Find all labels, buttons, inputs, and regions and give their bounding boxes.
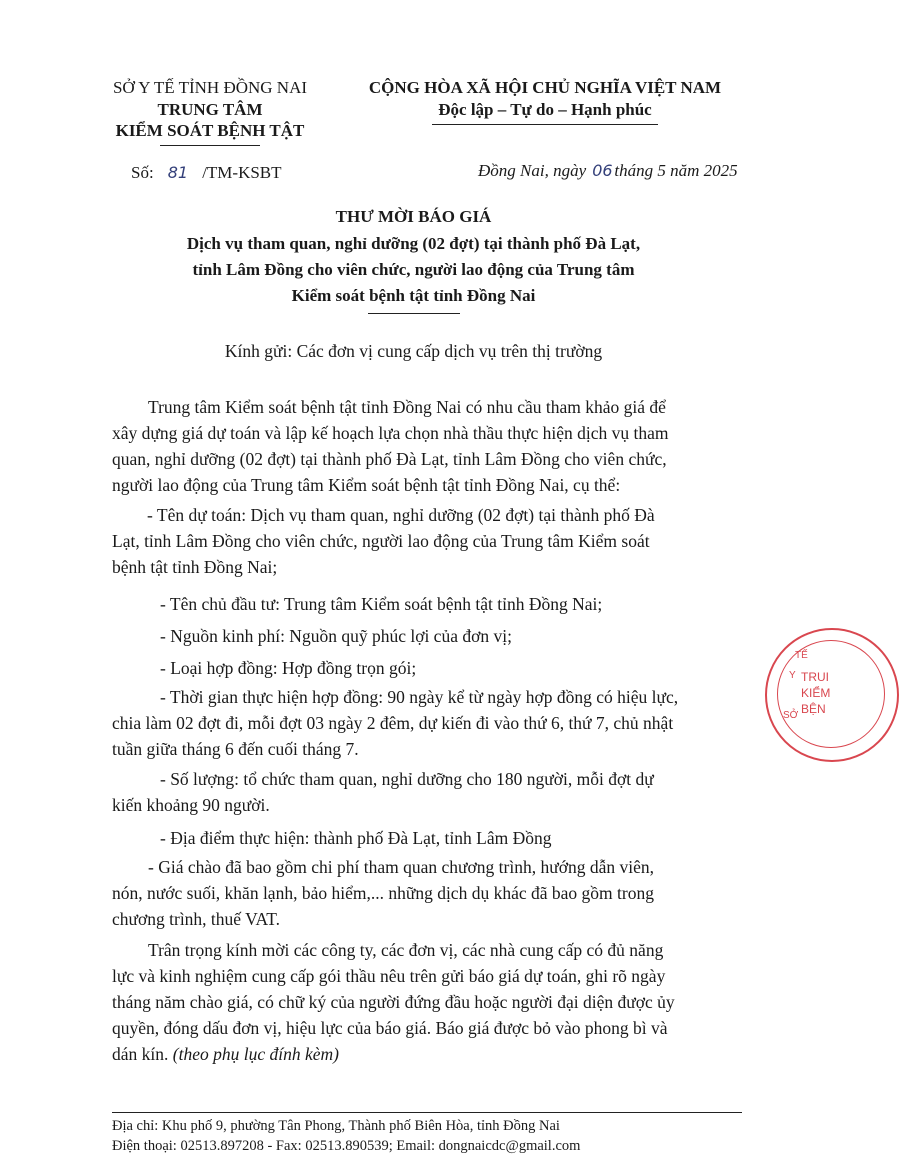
date-line: [478, 161, 738, 181]
location-line: - Địa điểm thực hiện: thành phố Đà Lạt, tỉnh Lâm Đồng: [160, 828, 552, 848]
duration-line-1: - Thời gian thực hiện hợp đồng: 90 ngày kể từ ngày hợp đồng có hiệu lực,: [160, 687, 679, 707]
letter-subtitle-1: Dịch vụ tham quan, nghỉ dưỡng (02 đợt) tại thành phố Đà Lạt,: [186, 234, 641, 253]
contract-type-line: - Loại hợp đồng: Hợp đồng trọn gói;: [160, 658, 417, 678]
funding-source-line: - Nguồn kinh phí: Nguồn quỹ phúc lợi của đơn vị;: [160, 626, 512, 646]
doc-number-prefix: Số:: [131, 163, 154, 182]
stamp-inner-ring: [777, 640, 885, 748]
price-line-2: nón, nước suối, khăn lạnh, bảo hiểm,... những dịch dụ khác đã bao gồm trong: [112, 883, 654, 903]
motto-underline: [432, 124, 658, 125]
date-part2: tháng 5 năm 2025: [614, 161, 738, 180]
national-title: CỘNG HÒA XÃ HỘI CHỦ NGHĨA VIỆT NAM: [368, 78, 722, 97]
investor-line: - Tên chủ đầu tư: Trung tâm Kiểm soát bệnh tật tỉnh Đồng Nai;: [160, 594, 603, 614]
national-motto: Độc lập – Tự do – Hạnh phúc: [438, 100, 652, 119]
date-part1: Đồng Nai, ngày: [478, 161, 587, 180]
footer-address: Địa chỉ: Khu phố 9, phường Tân Phong, Thành phố Biên Hòa, tỉnh Đồng Nai: [112, 1118, 560, 1134]
letter-title: THƯ MỜI BÁO GIÁ: [335, 207, 492, 226]
doc-number: [131, 163, 282, 183]
estimate-name-line-3: bệnh tật tỉnh Đồng Nai;: [112, 557, 278, 577]
doc-number-handwritten: 81: [167, 163, 189, 182]
doc-number-suffix: /TM-KSBT: [202, 163, 282, 182]
recipient-line: Kính gửi: Các đơn vị cung cấp dịch vụ trên thị trường: [224, 341, 603, 361]
footer-contact: Điện thoại: 02513.897208 - Fax: 02513.890539; Email: dongnaicdc@gmail.com: [112, 1138, 581, 1154]
intro-line-4: người lao động của Trung tâm Kiểm soát bệnh tật tỉnh Đồng Nai, cụ thể:: [112, 475, 621, 495]
duration-line-3: tuần giữa tháng 6 đến cuối tháng 7.: [112, 739, 359, 759]
title-underline: [368, 313, 460, 314]
attachment-note: (theo phụ lục đính kèm): [172, 1044, 339, 1064]
quantity-line-2: kiến khoảng 90 người.: [112, 795, 270, 815]
estimate-name-line-1: - Tên dự toán: Dịch vụ tham quan, nghỉ dưỡng (02 đợt) tại thành phố Đà: [147, 505, 655, 525]
price-line-1: - Giá chào đã bao gồm chi phí tham quan chương trình, hướng dẫn viên,: [148, 857, 654, 877]
letter-subtitle-2: tỉnh Lâm Đồng cho viên chức, người lao động của Trung tâm: [192, 260, 635, 279]
date-day-handwritten: 06: [592, 161, 613, 180]
footer-divider: [112, 1112, 742, 1113]
intro-line-3: quan, nghỉ dưỡng (02 đợt) tại thành phố Đà Lạt, tỉnh Lâm Đồng cho viên chức,: [112, 449, 667, 469]
estimate-name-line-2: Lạt, tỉnh Lâm Đồng cho viên chức, người lao động của Trung tâm Kiểm soát: [112, 531, 650, 551]
letter-subtitle-3: Kiểm soát bệnh tật tỉnh Đồng Nai: [291, 286, 536, 305]
closing-last-text: dán kín.: [112, 1044, 169, 1064]
duration-line-2: chia làm 02 đợt đi, mỗi đợt 03 ngày 2 đêm, dự kiến đi vào thứ 6, thứ 7, chủ nhật: [112, 713, 674, 733]
quantity-line-1: - Số lượng: tổ chức tham quan, nghỉ dưỡng cho 180 người, mỗi đợt dự: [160, 769, 654, 789]
org-name-line2: KIỂM SOÁT BỆNH TẬT: [115, 121, 305, 140]
intro-line-1: Trung tâm Kiểm soát bệnh tật tỉnh Đồng Nai có nhu cầu tham khảo giá để: [148, 397, 666, 417]
closing-line-4: quyền, đóng dấu đơn vị, hiệu lực của báo giá. Báo giá được bỏ vào phong bì và: [112, 1018, 668, 1038]
stamp-text-2: KIỂM: [801, 686, 831, 700]
official-stamp: [765, 628, 899, 762]
stamp-edge-3: SỞ: [783, 710, 799, 721]
department-name: SỞ Y TẾ TỈNH ĐỒNG NAI: [112, 78, 308, 97]
stamp-edge-2: TẾ: [795, 650, 808, 661]
org-name-line1: TRUNG TÂM: [157, 100, 263, 119]
stamp-edge-1: Y: [789, 670, 796, 681]
closing-line-1: Trân trọng kính mời các công ty, các đơn vị, các nhà cung cấp có đủ năng: [148, 940, 664, 960]
closing-line-2: lực và kinh nghiệm cung cấp gói thầu nêu trên gửi báo giá dự toán, ghi rõ ngày: [112, 966, 666, 986]
closing-line-5: [112, 1044, 339, 1065]
intro-line-2: xây dựng giá dự toán và lập kế hoạch lựa chọn nhà thầu thực hiện dịch vụ tham: [112, 423, 669, 443]
stamp-text-1: TRUI: [801, 670, 829, 684]
header-left-underline: [160, 145, 260, 146]
price-line-3: chương trình, thuế VAT.: [112, 909, 280, 929]
closing-line-3: tháng năm chào giá, có chữ ký của người đứng đầu hoặc người đại diện được ủy: [112, 992, 675, 1012]
stamp-text-3: BỆN: [801, 702, 826, 716]
